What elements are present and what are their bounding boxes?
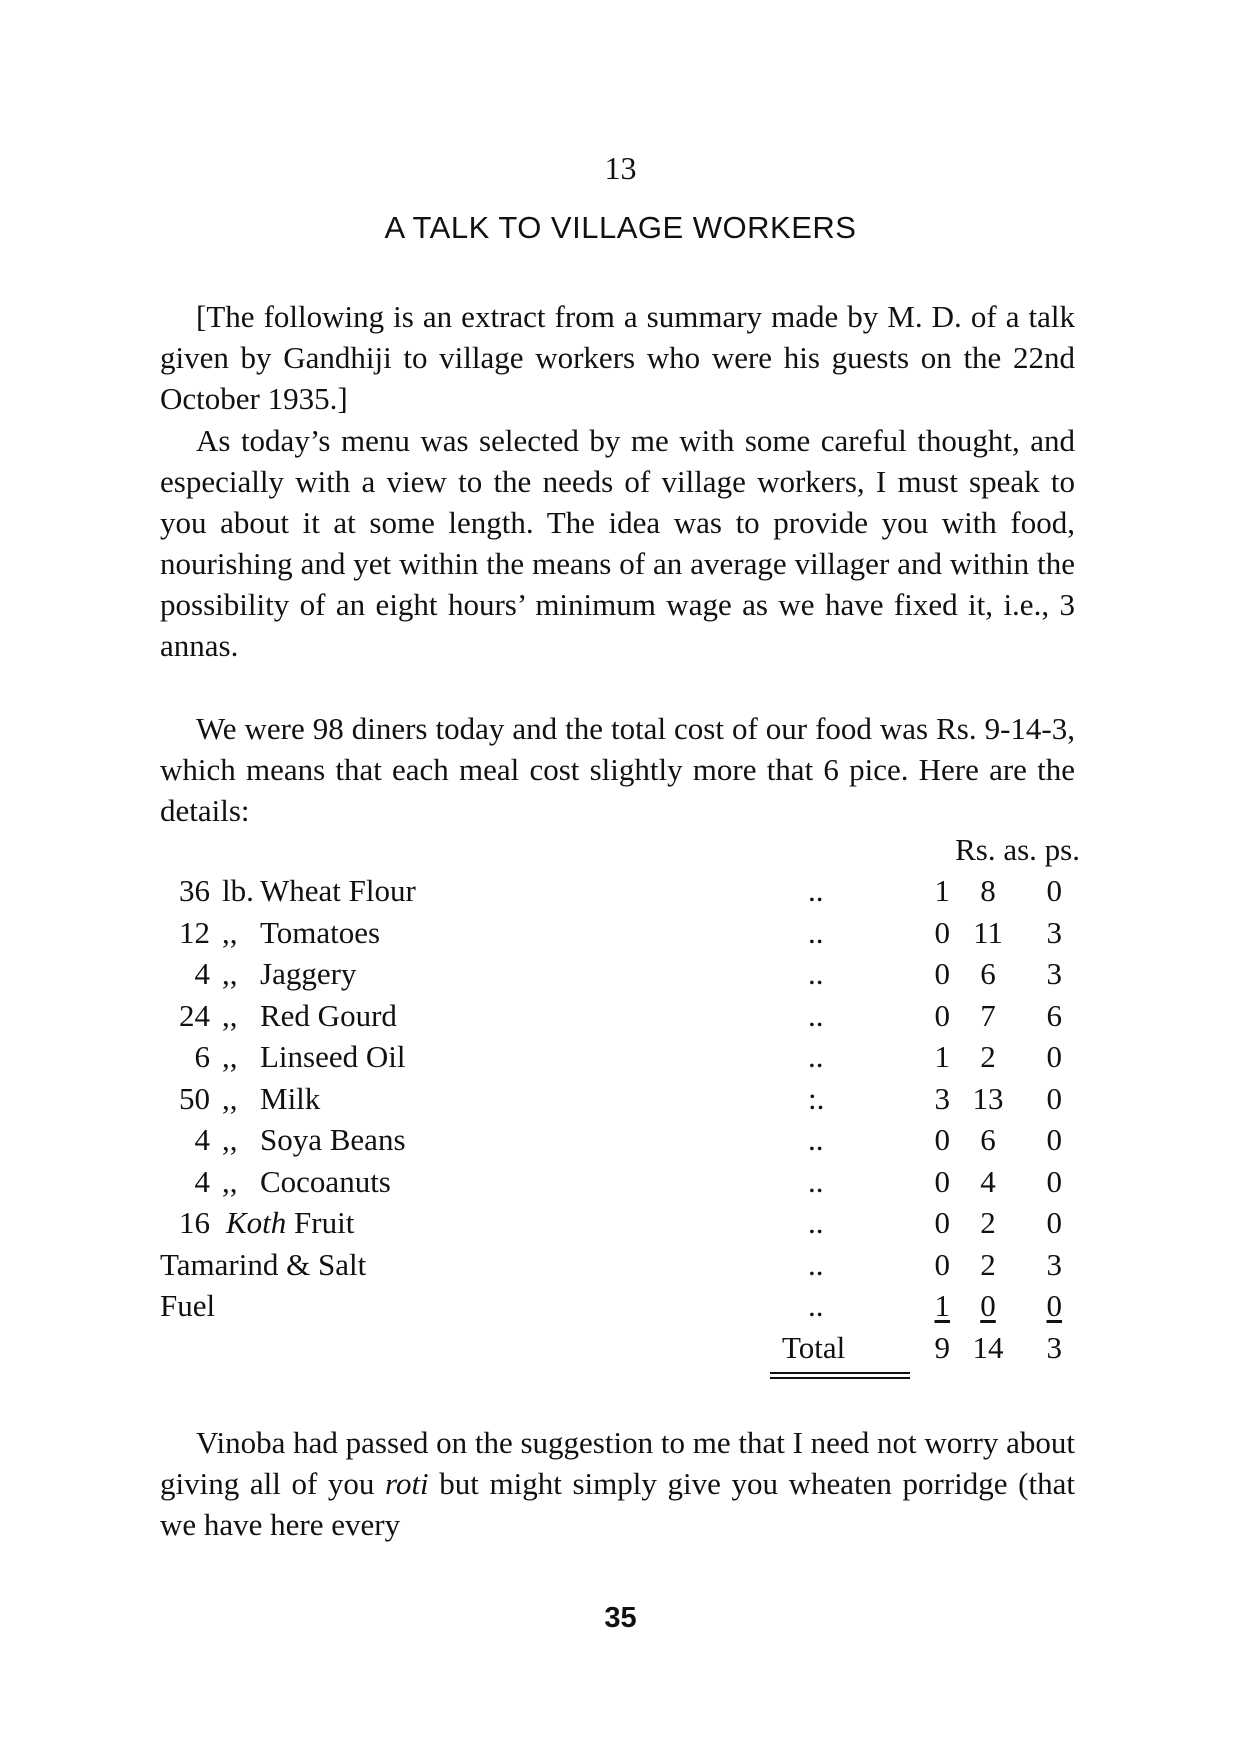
total-annas: 14 xyxy=(972,1329,1004,1365)
row-rupees: 1 xyxy=(934,1288,950,1323)
row-annas: 13 xyxy=(972,1080,1004,1116)
row-item xyxy=(226,1205,354,1241)
total-pice: 3 xyxy=(1046,1329,1062,1365)
ledger-row xyxy=(160,1247,1080,1289)
row-leader-dots: .. xyxy=(808,1122,824,1157)
row-rupees: 1 xyxy=(934,873,950,908)
page-number: 35 xyxy=(604,1602,637,1634)
row-rupees: 3 xyxy=(934,1080,950,1116)
row-quantity: 16 xyxy=(179,1205,210,1240)
row-unit: ,, xyxy=(222,997,238,1033)
row-annas: 2 xyxy=(980,1246,996,1282)
row-leader-dots: .. xyxy=(808,1205,824,1240)
row-item: Fuel xyxy=(160,1288,216,1323)
row-pice: 0 xyxy=(1046,1288,1062,1323)
row-rupees: 0 xyxy=(934,1122,950,1157)
row-leader-dots: .. xyxy=(808,914,824,950)
row-quantity: 4 xyxy=(194,1163,210,1199)
row-leader-dots: .. xyxy=(808,1039,824,1074)
row-rupees: 0 xyxy=(934,914,950,950)
row-unit: ,, xyxy=(222,1039,238,1074)
row-annas: 2 xyxy=(980,1039,996,1074)
row-quantity: 12 xyxy=(179,914,210,950)
row-pice: 3 xyxy=(1046,914,1062,950)
paragraph-3 xyxy=(160,1422,1075,1545)
row-pice: 0 xyxy=(1046,1122,1062,1157)
row-leader-dots: .. xyxy=(808,1288,824,1323)
row-quantity: 50 xyxy=(179,1080,210,1116)
paragraph-2 xyxy=(160,708,1075,831)
row-leader-dots: .. xyxy=(808,1163,824,1199)
intro-paragraph xyxy=(160,296,1075,419)
row-rupees: 0 xyxy=(934,956,950,991)
row-rupees: 0 xyxy=(934,1205,950,1240)
paragraph-3-text xyxy=(160,1422,1075,1545)
ledger-row xyxy=(160,873,1080,915)
row-pice: 3 xyxy=(1046,1246,1062,1282)
row-item: Soya Beans xyxy=(260,1122,406,1157)
row-rupees: 0 xyxy=(934,1246,950,1282)
row-unit: lb. xyxy=(222,873,254,908)
row-pice: 6 xyxy=(1046,997,1062,1033)
row-item-italic: Koth xyxy=(226,1205,287,1240)
row-pice: 0 xyxy=(1046,873,1062,908)
row-leader-dots: .. xyxy=(808,873,824,908)
row-item: Jaggery xyxy=(260,956,357,991)
paragraph-1 xyxy=(160,420,1075,666)
paragraph-1-text: As today’s menu was selected by me with some careful thought, and especially with a view to the needs of village workers, I must speak to you about it at some length. The idea was to provide you with food, nourishing and yet within the means of an average villager and within the possibility of an eight hours’ minimum wage as we have fixed it, i.e., 3 annas. xyxy=(160,423,1075,663)
ledger-row xyxy=(160,1039,1080,1081)
row-unit: ,, xyxy=(222,956,238,991)
row-item: Milk xyxy=(260,1080,321,1116)
row-pice: 0 xyxy=(1046,1163,1062,1199)
ledger-total-row xyxy=(160,1330,1080,1374)
paragraph-3-italic: roti xyxy=(385,1466,429,1501)
row-annas: 0 xyxy=(980,1288,996,1323)
total-double-rule-bottom xyxy=(770,1377,910,1379)
row-quantity: 4 xyxy=(194,1122,210,1157)
row-pice: 0 xyxy=(1046,1039,1062,1074)
currency-units-header: Rs. as. ps. xyxy=(955,832,1080,867)
row-leader-dots: :. xyxy=(808,1080,825,1116)
total-rupees: 9 xyxy=(934,1329,950,1365)
row-quantity: 24 xyxy=(179,997,210,1033)
row-leader-dots: .. xyxy=(808,956,824,991)
ledger-row xyxy=(160,1122,1080,1164)
row-annas: 7 xyxy=(980,997,996,1033)
paragraph-3-part-2: but might simply give you wheaten porridge (that we have here every xyxy=(160,1466,1075,1542)
ledger-row xyxy=(160,1205,1080,1247)
row-rupees: 1 xyxy=(934,1039,950,1074)
row-quantity: 36 xyxy=(179,873,210,908)
chapter-title: A TALK TO VILLAGE WORKERS xyxy=(384,210,857,245)
row-annas: 6 xyxy=(980,1122,996,1157)
ledger-row xyxy=(160,1164,1080,1206)
total-label: Total xyxy=(782,1329,846,1365)
row-pice: 0 xyxy=(1046,1080,1062,1116)
row-unit: ,, xyxy=(222,1080,238,1116)
paragraph-2-text: We were 98 diners today and the total cost of our food was Rs. 9-14-3, which means that each meal cost slightly more that 6 pice. Here are the details: xyxy=(160,711,1075,828)
row-pice: 3 xyxy=(1046,956,1062,991)
row-leader-dots: .. xyxy=(808,1246,824,1282)
row-rupees: 0 xyxy=(934,1163,950,1199)
intro-text: [The following is an extract from a summary made by M. D. of a talk given by Gandhiji to village workers who were his guests on the 22nd October 1935.] xyxy=(160,299,1075,416)
row-item: Linseed Oil xyxy=(260,1039,406,1074)
row-annas: 11 xyxy=(973,914,1003,950)
total-double-rule-top xyxy=(770,1372,910,1374)
row-item: Cocoanuts xyxy=(260,1163,391,1199)
row-item: Tamarind & Salt xyxy=(160,1246,367,1282)
ledger-row xyxy=(160,915,1080,957)
row-rupees: 0 xyxy=(934,997,950,1033)
cost-ledger xyxy=(160,832,1080,1374)
row-annas: 2 xyxy=(980,1205,996,1240)
row-annas: 6 xyxy=(980,956,996,991)
paragraph-3-part-1: Vinoba had passed on the suggestion to me that I need not worry about giving all of you xyxy=(160,1425,1075,1501)
ledger-row xyxy=(160,956,1080,998)
row-pice: 0 xyxy=(1046,1205,1062,1240)
row-item: Wheat Flour xyxy=(260,873,416,908)
ledger-row xyxy=(160,1081,1080,1123)
ledger-row xyxy=(160,1288,1080,1330)
ledger-row xyxy=(160,998,1080,1040)
row-quantity: 6 xyxy=(194,1039,210,1074)
row-item: Red Gourd xyxy=(260,997,397,1033)
row-leader-dots: .. xyxy=(808,997,824,1033)
row-unit: ,, xyxy=(222,1122,238,1157)
row-item-rest: Fruit xyxy=(294,1205,355,1240)
ledger-header xyxy=(160,832,1080,873)
row-unit: ,, xyxy=(222,914,238,950)
row-quantity: 4 xyxy=(194,956,210,991)
row-annas: 8 xyxy=(980,873,996,908)
row-annas: 4 xyxy=(980,1163,996,1199)
row-item: Tomatoes xyxy=(260,914,381,950)
row-unit: ,, xyxy=(222,1163,238,1199)
chapter-number: 13 xyxy=(604,150,637,186)
